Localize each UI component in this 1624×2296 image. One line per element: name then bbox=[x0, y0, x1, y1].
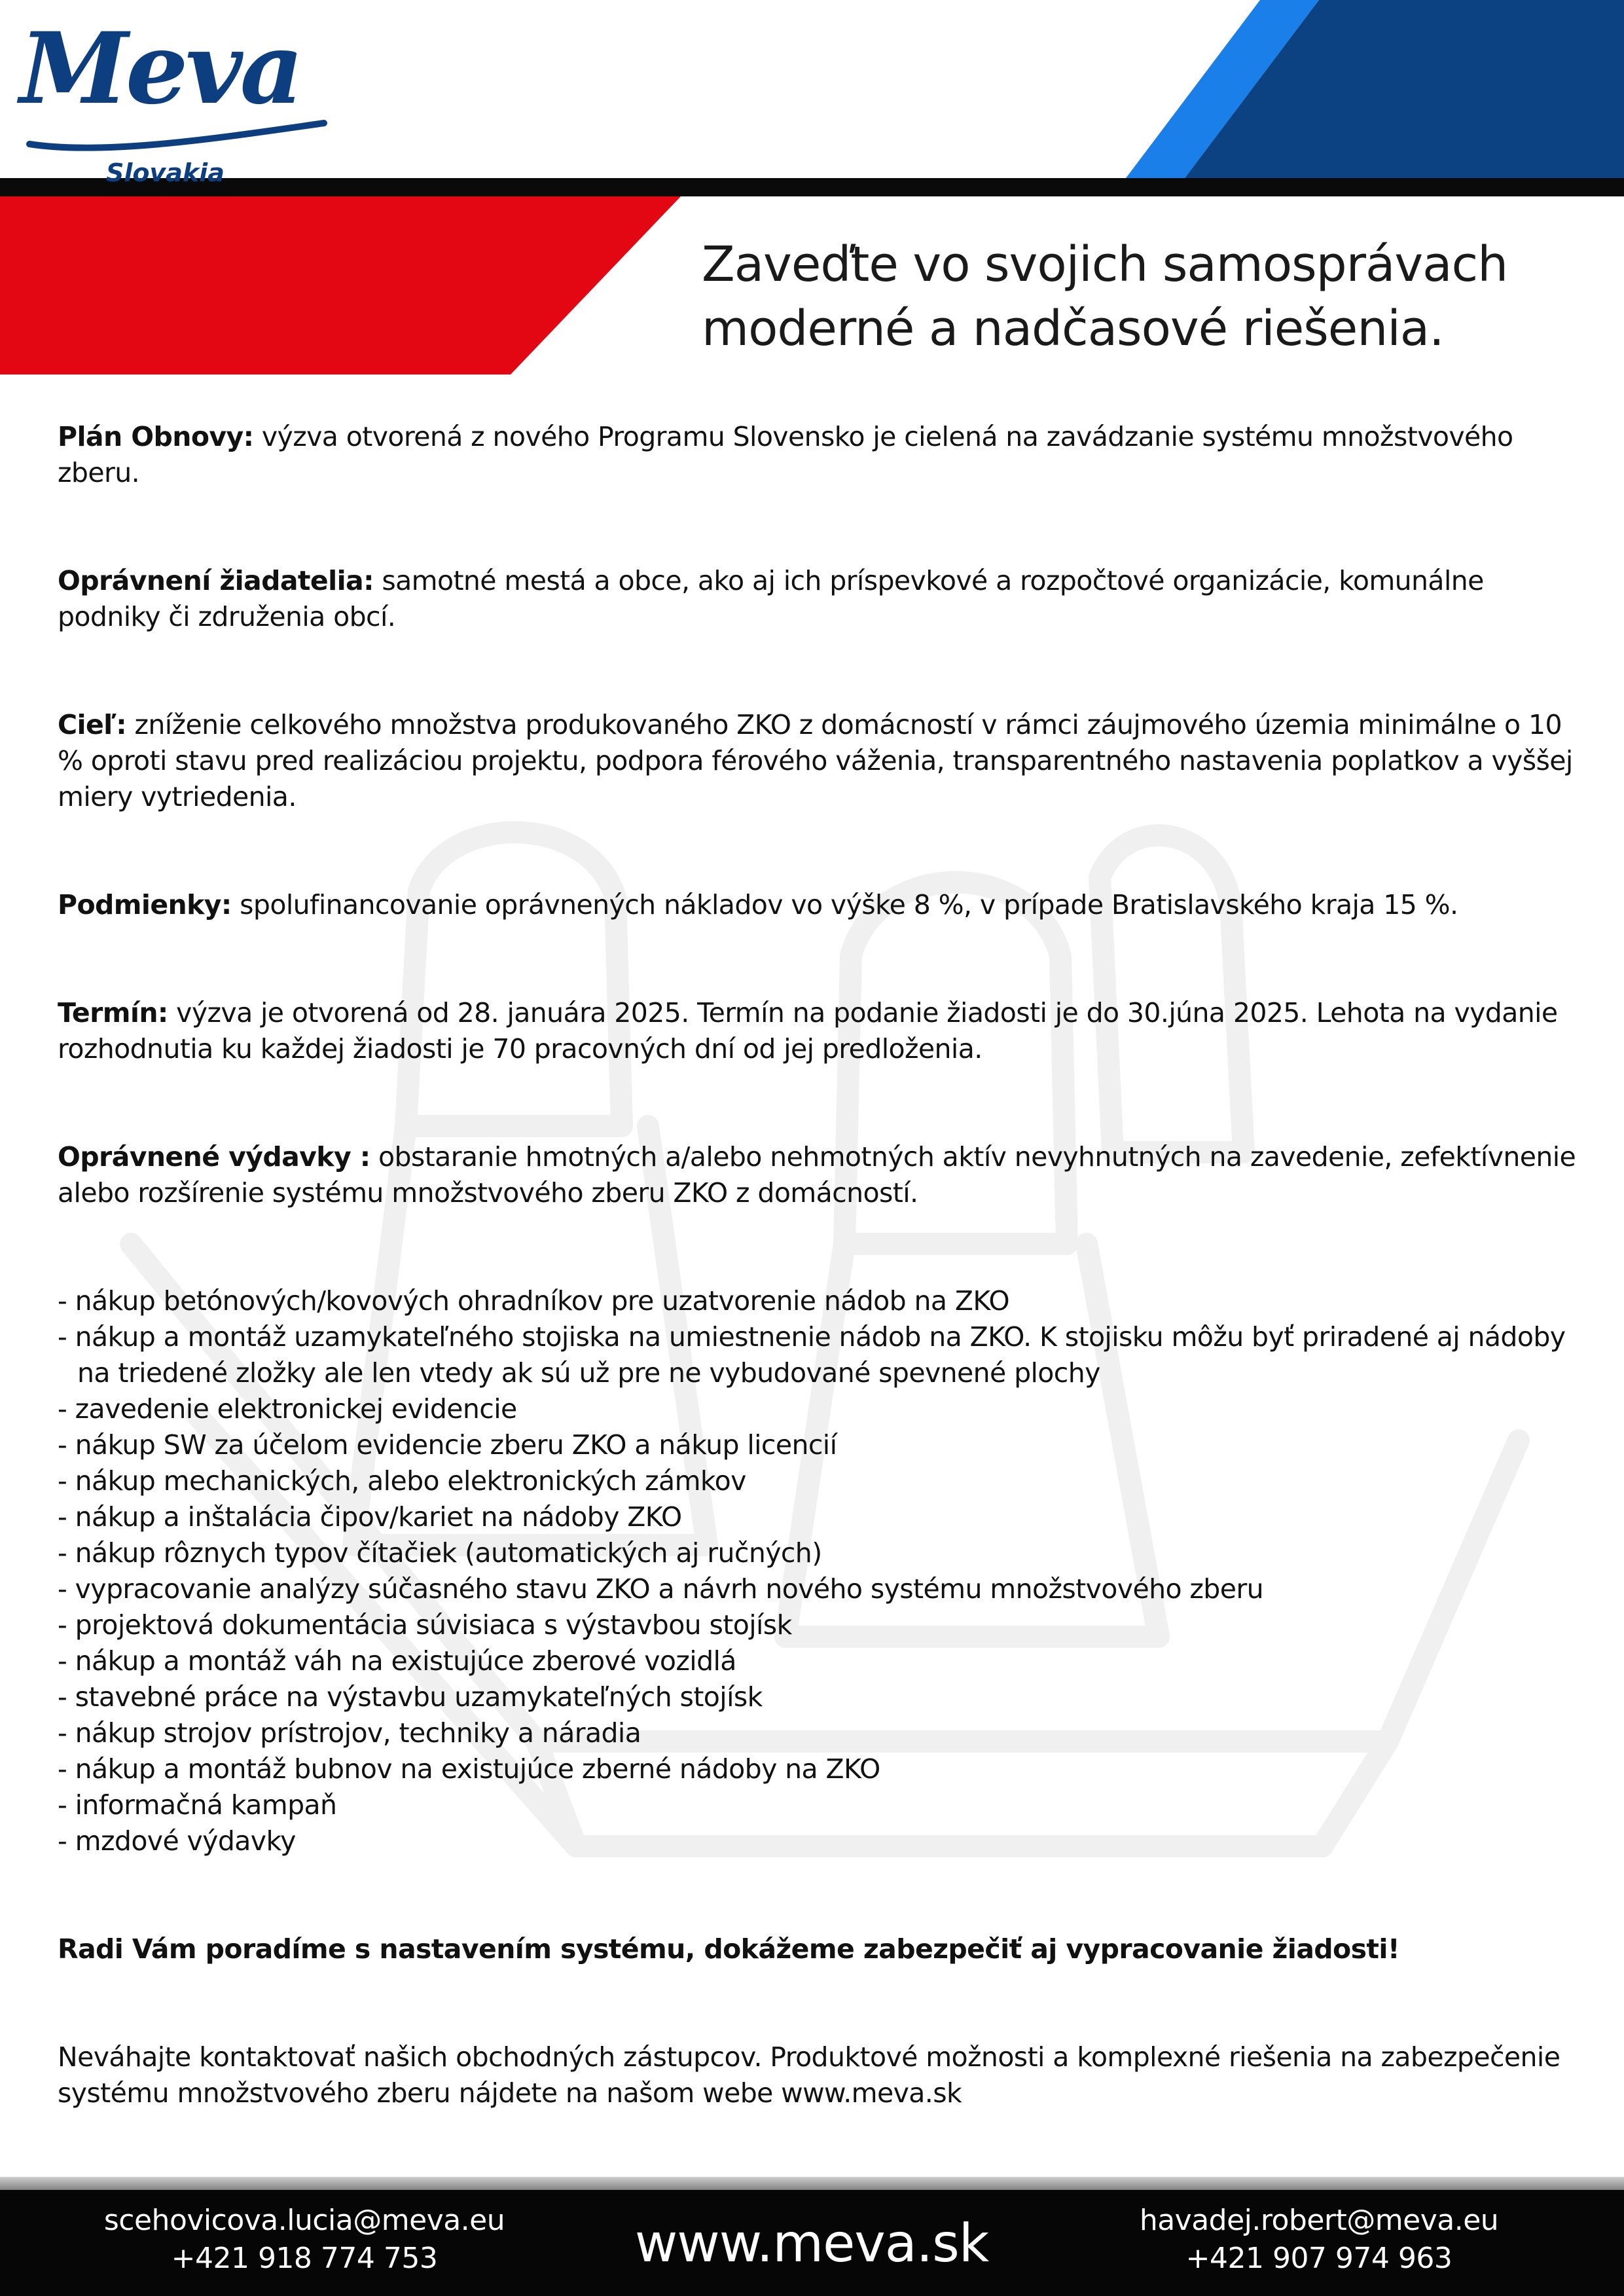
contact-lucia bbox=[85, 2202, 524, 2278]
section-text: obstaranie hmotných a/alebo nehmotných aktív nevyhnutných na zavedenie, zefektívnenie alebo rozšírenie systému množstvového zberu ZKO z domácností. bbox=[58, 1141, 1576, 1209]
section-text: spolufinancovanie oprávnených nákladov vo výške 8 %, v prípade Bratislavského kraja 15 %. bbox=[231, 889, 1458, 920]
section-label: Oprávnení žiadatelia: bbox=[58, 565, 374, 596]
page-headline bbox=[702, 232, 1605, 361]
logo-wordmark: Meva bbox=[20, 11, 301, 126]
call-to-action: Radi Vám poradíme s nastavením systému, dokážeme zabezpečiť aj vypracovanie žiadosti! bbox=[58, 1933, 1399, 1965]
footer-divider bbox=[0, 2177, 1624, 2191]
section-label: Oprávnené výdavky : bbox=[58, 1141, 370, 1173]
page-header bbox=[0, 0, 1624, 380]
email-link[interactable]: havadej.robert@meva.eu bbox=[1139, 2204, 1499, 2237]
eligible-expenses-list bbox=[58, 1283, 1589, 1859]
section-text: zníženie celkového množstva produkovaného ZKO z domácností v rámci záujmového územia minimálne o 10 % oproti stavu pred realizáciou projektu, podpora férového váženia, transparentného nastavenia poplatkov a vyššej miery vytriedenia. bbox=[58, 709, 1573, 812]
section-termin bbox=[58, 995, 1589, 1067]
list-item: - nákup mechanických, alebo elektronických zámkov bbox=[58, 1465, 746, 1497]
header-red-block bbox=[0, 196, 681, 374]
list-item: - nákup SW za účelom evidencie zberu ZKO a nákup licencií bbox=[58, 1429, 837, 1461]
list-item: - nákup a montáž uzamykateľného stojiska na umiestnenie nádob na ZKO. K stojisku môžu byť priradené aj nádoby na triedené zložky ale len vtedy ak sú už pre ne vybudované spevnené plochy bbox=[58, 1321, 1566, 1389]
section-text: samotné mestá a obce, ako aj ich príspevkové a rozpočtové organizácie, komunálne podniky či združenia obcí. bbox=[58, 565, 1484, 632]
section-text: výzva je otvorená od 28. januára 2025. Termín na podanie žiadosti je do 30.júna 2025. Lehota na vydanie rozhodnutia ku každej žiadosti je 70 pracovných dní od jej predloženia. bbox=[58, 997, 1558, 1065]
section-plan-obnovy bbox=[58, 419, 1589, 491]
logo-swoosh bbox=[26, 118, 327, 157]
website-link[interactable]: www.meva.sk bbox=[634, 2213, 989, 2274]
phone-number[interactable]: +421 918 774 753 bbox=[171, 2242, 438, 2275]
list-item: - nákup strojov prístrojov, techniky a náradia bbox=[58, 1717, 641, 1749]
list-item: - nákup betónových/kovových ohradníkov pre uzatvorenie nádob na ZKO bbox=[58, 1285, 1010, 1317]
section-text: výzva otvorená z nového Programu Slovensko je cielená na zavádzanie systému množstvového zberu. bbox=[58, 421, 1513, 488]
list-item: - nákup a inštalácia čipov/kariet na nádoby ZKO bbox=[58, 1501, 682, 1533]
meva-logo bbox=[20, 11, 321, 187]
list-item: - zavedenie elektronickej evidencie bbox=[58, 1393, 517, 1425]
list-item: - informačná kampaň bbox=[58, 1789, 337, 1821]
section-label: Termín: bbox=[58, 997, 168, 1029]
list-item: - nákup a montáž váh na existujúce zberové vozidlá bbox=[58, 1645, 736, 1677]
headline-line-2: moderné a nadčasové riešenia. bbox=[702, 301, 1444, 357]
section-podmienky bbox=[58, 887, 1589, 923]
list-item: - projektová dokumentácia súvisiaca s výstavbou stojísk bbox=[58, 1609, 792, 1641]
list-item: - vypracovanie analýzy súčasného stavu ZKO a návrh nového systému množstvového zberu bbox=[58, 1573, 1263, 1605]
section-ciel bbox=[58, 707, 1589, 815]
contact-robert bbox=[1100, 2202, 1538, 2278]
list-item: - nákup rôznych typov čítačiek (automatických aj ručných) bbox=[58, 1537, 822, 1569]
email-link[interactable]: scehovicova.lucia@meva.eu bbox=[103, 2204, 505, 2237]
list-item: - nákup a montáž bubnov na existujúce zberné nádoby na ZKO bbox=[58, 1753, 880, 1785]
list-item: - stavebné práce na výstavbu uzamykateľných stojísk bbox=[58, 1681, 763, 1713]
section-label: Cieľ: bbox=[58, 709, 127, 740]
headline-line-1: Zaveďte vo svojich samosprávach bbox=[702, 236, 1508, 293]
contact-paragraph: Neváhajte kontaktovať našich obchodných zástupcov. Produktové možnosti a komplexné riešenia na zabezpečenie systému množstvového zberu nájdete na našom webe www.meva.sk bbox=[58, 2041, 1561, 2109]
section-label: Plán Obnovy: bbox=[58, 421, 254, 452]
header-black-bar bbox=[0, 178, 1624, 196]
logo-subtitle: Slovakia bbox=[106, 158, 225, 187]
section-opravnene-vydavky bbox=[58, 1139, 1589, 1211]
list-item: - mzdové výdavky bbox=[58, 1825, 296, 1857]
section-opravneni-ziadatelia bbox=[58, 563, 1589, 635]
page-footer bbox=[0, 2190, 1624, 2296]
main-content bbox=[58, 419, 1589, 2111]
phone-number[interactable]: +421 907 974 963 bbox=[1185, 2242, 1453, 2275]
section-label: Podmienky: bbox=[58, 889, 232, 920]
